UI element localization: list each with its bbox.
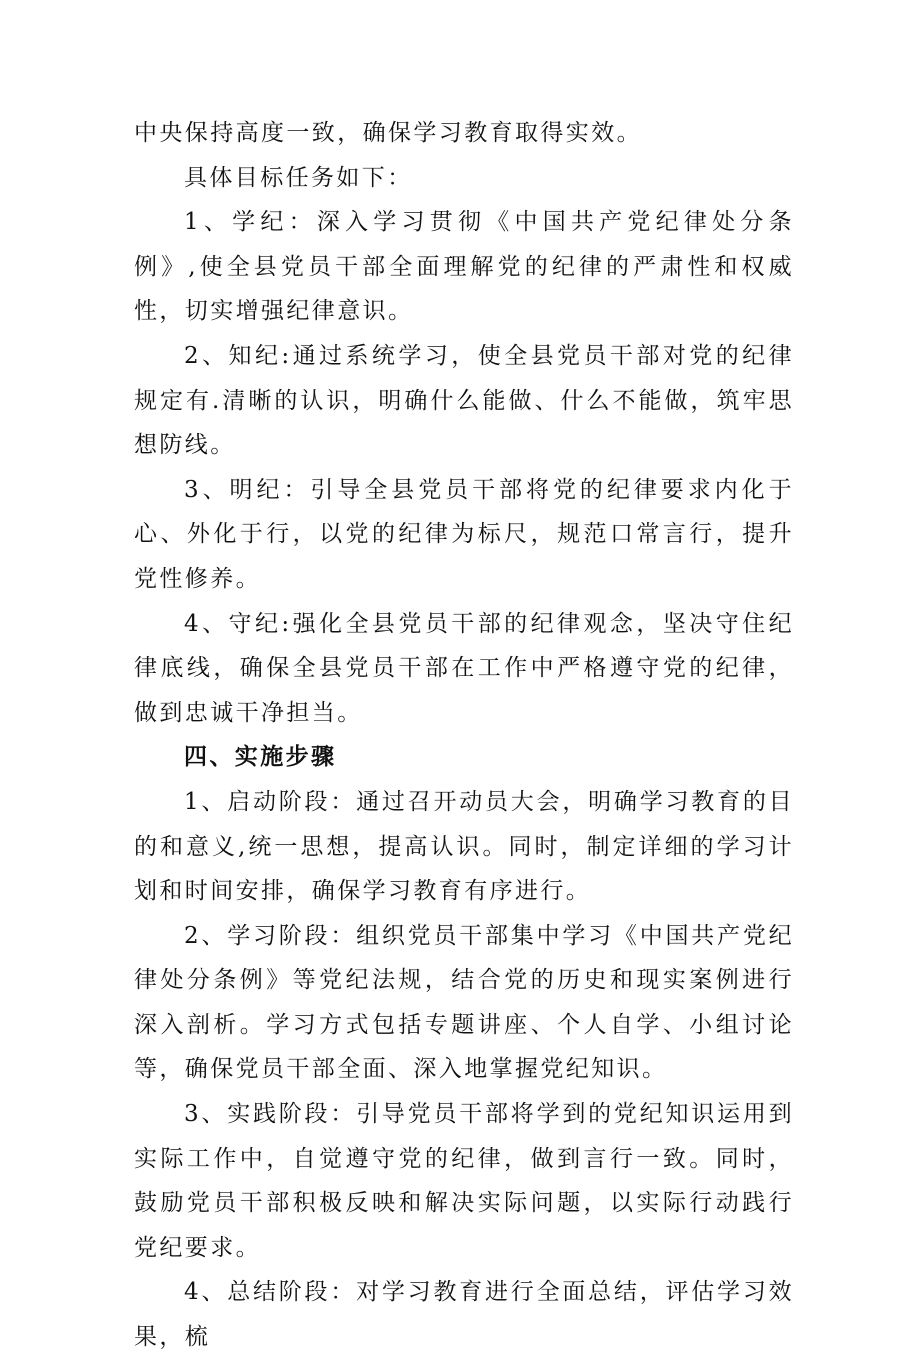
paragraph-goal-3: 3、明纪：引导全县党员干部将党的纪律要求内化于心、外化于行，以党的纪律为标尺，规范口常言行，提升党性修养。 <box>134 476 794 592</box>
document-body <box>134 111 794 1360</box>
paragraph-goal-4: 4、守纪:强化全县党员干部的纪律观念，坚决守住纪律底线，确保全县党员干部在工作中严格遵守党的纪律，做到忠诚干净担当。 <box>134 610 794 726</box>
paragraph-goal-1: 1、学纪：深入学习贯彻《中国共产党纪律处分条例》,使全县党员干部全面理解党的纪律的严肃性和权威性，切实增强纪律意识。 <box>134 209 794 325</box>
section-heading: 四、实施步骤 <box>184 744 337 771</box>
paragraph-step-2: 2、学习阶段：组织党员干部集中学习《中国共产党纪律处分条例》等党纪法规，结合党的历史和现实案例进行深入剖析。学习方式包括专题讲座、个人自学、小组讨论等，确保党员干部全面、深入地掌握党纪知识。 <box>134 922 794 1083</box>
paragraph-continuation: 中央保持高度一致，确保学习教育取得实效。 <box>134 120 642 146</box>
paragraph-step-1: 1、启动阶段：通过召开动员大会，明确学习教育的目的和意义,统一思想，提高认识。同时，制定详细的学习计划和时间安排，确保学习教育有序进行。 <box>134 788 794 905</box>
paragraph-step-4: 4、总结阶段：对学习教育进行全面总结，评估学习效果，梳 <box>134 1279 794 1351</box>
paragraph-step-3: 3、实践阶段：引导党员干部将学到的党纪知识运用到实际工作中，自觉遵守党的纪律，做到言行一致。同时，鼓励党员干部积极反映和解决实际问题，以实际行动践行党纪要求。 <box>134 1101 794 1261</box>
paragraph-goals-intro: 具体目标任务如下： <box>184 164 413 191</box>
paragraph-goal-2: 2、知纪:通过系统学习，使全县党员干部对党的纪律规定有.清晰的认识，明确什么能做、什么不能做，筑牢思想防线。 <box>134 342 794 459</box>
